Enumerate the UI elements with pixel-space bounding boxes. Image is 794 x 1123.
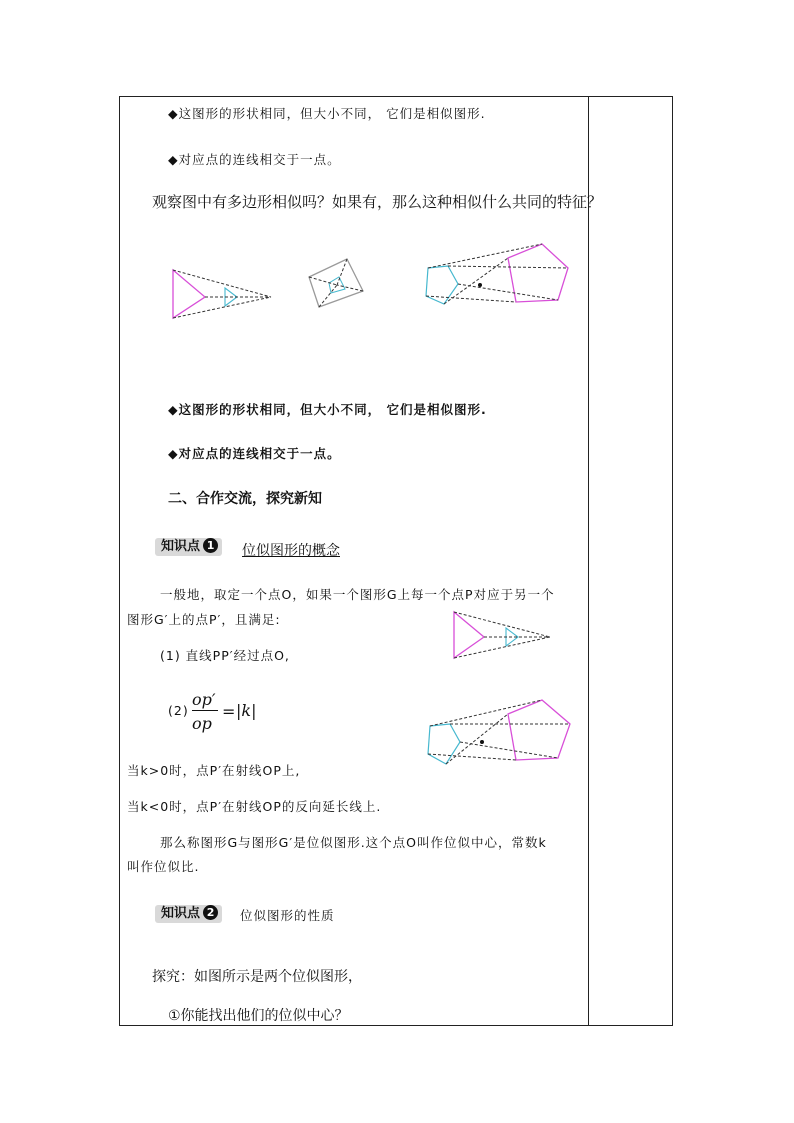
statement-lines-intersect: ◆对应点的连线相交于一点。 xyxy=(168,152,341,167)
table-column-divider xyxy=(588,96,589,1026)
conclusion-line-1: 那么称图形G与图形G′是位似图形.这个点O叫作位似中心，常数k xyxy=(160,835,547,850)
question-observe: 观察图中有多边形相似吗？如果有，那么这种相似什么共同的特征？ xyxy=(152,193,603,211)
homothety-pentagon-figure-1 xyxy=(420,240,575,310)
homothety-pentagon-figure-2 xyxy=(422,696,577,768)
badge-label: 知识点 xyxy=(161,539,201,554)
formula-denominator: op xyxy=(192,714,212,733)
knowledge-point-badge-2 xyxy=(155,905,222,923)
table-frame xyxy=(119,96,673,1026)
formula-numerator: op′ xyxy=(192,690,216,709)
knowledge-point-title-1: 位似图形的概念 xyxy=(242,543,340,559)
case-k-positive: 当k>0时，点P′在射线OP上, xyxy=(127,763,301,778)
explore-prompt: 探究：如图所示是两个位似图形， xyxy=(152,969,362,985)
conclusion-line-2: 叫作位似比. xyxy=(127,859,200,874)
condition-2-label: (2) xyxy=(168,703,189,718)
homothety-square-figure xyxy=(305,255,367,311)
definition-line-1: 一般地，取定一个点O，如果一个图形G上每一个点P对应于另一个 xyxy=(160,587,555,602)
condition-1: (1) 直线PP′经过点O, xyxy=(160,648,290,663)
formula-rhs: |k| xyxy=(236,701,257,720)
statement-similar-shapes-bold: ◆这图形的形状相同，但大小不同， 它们是相似图形. xyxy=(168,402,487,417)
badge-label: 知识点 xyxy=(161,906,201,921)
homothety-triangle-figure-2 xyxy=(448,604,554,662)
knowledge-point-badge-1 xyxy=(155,538,222,556)
badge-number: 2 xyxy=(203,905,218,920)
question-1: ①你能找出他们的位似中心？ xyxy=(168,1008,349,1024)
fraction-bar xyxy=(192,710,218,711)
statement-similar-shapes: ◆这图形的形状相同，但大小不同， 它们是相似图形. xyxy=(168,106,486,121)
badge-number: 1 xyxy=(203,538,218,553)
section-heading: 二、合作交流，探究新知 xyxy=(168,491,322,507)
knowledge-point-title-2: 位似图形的性质 xyxy=(240,908,335,923)
case-k-negative: 当k<0时，点P′在射线OP的反向延长线上. xyxy=(127,799,382,814)
homothety-triangle-figure-1 xyxy=(165,260,275,322)
statement-lines-intersect-bold: ◆对应点的连线相交于一点。 xyxy=(168,446,341,461)
equals-sign: = xyxy=(222,702,236,721)
definition-line-2: 图形G′上的点P′，且满足: xyxy=(127,612,281,627)
